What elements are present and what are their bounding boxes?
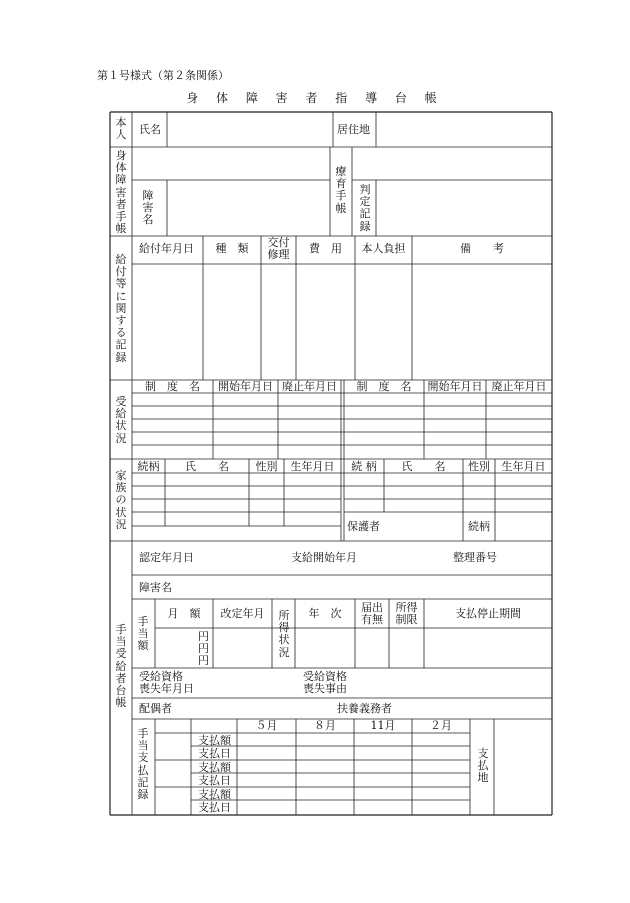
guardian-label: 保護者 [347, 520, 380, 533]
benefit-type-header: 種 類 [215, 242, 249, 255]
section-family: 家族の状況 [115, 469, 127, 531]
row-pay-amount-2: 支払額 [198, 761, 231, 774]
yen-unit-2: 円 [198, 642, 209, 655]
monthly-amount-header: 月 額 [167, 607, 201, 620]
year-header: 年 次 [308, 607, 342, 620]
guardian-relation-label: 続柄 [468, 520, 490, 533]
judgment-label: 判定記録 [359, 183, 371, 233]
section-handbook: 身体障害者手帳 [115, 149, 127, 236]
pay-place-label: 支払地 [477, 747, 489, 785]
benefit-cost-header: 費 用 [309, 242, 342, 255]
name-label: 氏名 [139, 123, 161, 136]
stop-period-header: 支払停止期間 [455, 607, 521, 620]
address-label: 居住地 [337, 123, 370, 136]
yen-unit-1: 円 [198, 630, 209, 643]
page-title: 身 体 障 害 者 指 導 台 帳 [186, 91, 444, 105]
payment-record-label: 手当支払記録 [137, 727, 149, 802]
benefit-self-pay-header: 本人負担 [361, 242, 406, 255]
name-header-2: 氏 名 [401, 460, 446, 473]
end-date-header-2: 廃止年月日 [491, 380, 547, 393]
spouse-label: 配偶者 [139, 702, 172, 715]
benefit-remarks-header: 備 考 [460, 242, 504, 255]
section-allowance: 手当受給者台帳 [115, 623, 127, 710]
yen-unit-3: 円 [198, 654, 209, 667]
benefit-repair-header: 修理 [267, 248, 290, 261]
income-limit-header-1: 所得 [395, 601, 418, 614]
section-receipt: 受給状況 [115, 395, 127, 445]
disability-name-label: 障害名 [142, 189, 154, 227]
revision-header: 改定年月 [220, 607, 265, 620]
row-pay-amount-1: 支払額 [198, 734, 231, 747]
row-pay-date-1: 支払日 [198, 747, 231, 760]
relation-header-1: 続柄 [137, 460, 160, 473]
benefit-date-header: 給付年月日 [139, 242, 194, 255]
birth-header-2: 生年月日 [501, 460, 546, 473]
row-pay-date-3: 支払日 [198, 801, 231, 814]
row-pay-amount-3: 支払額 [198, 788, 231, 801]
name-header-1: 氏 名 [185, 460, 229, 473]
relation-header-2: 続 柄 [351, 460, 377, 473]
loss-date-label: 喪失年月日 [139, 682, 194, 695]
row-pay-date-2: 支払日 [198, 774, 231, 787]
form-number: 第１号様式（第２条関係） [97, 69, 229, 82]
allowance-disability-label: 障害名 [139, 581, 172, 594]
start-date-header-2: 開始年月日 [427, 380, 483, 393]
ryoiku-label: 療育手帳 [335, 165, 347, 215]
end-date-header-1: 廃止年月日 [282, 380, 337, 393]
start-month-label: 支給開始年月 [291, 551, 357, 564]
system-name-header-1: 制 度 名 [145, 380, 200, 393]
loss-reason-label: 喪失事由 [303, 682, 347, 695]
notice-header-1: 届出 [361, 601, 383, 614]
start-date-header-1: 開始年月日 [218, 380, 273, 393]
month-feb: ２月 [430, 719, 452, 732]
allowance-amount-label: 手当額 [137, 615, 149, 653]
cert-date-label: 認定年月日 [139, 551, 194, 564]
income-limit-header-2: 制限 [395, 613, 418, 626]
system-name-header-2: 制 度 名 [356, 380, 412, 393]
eligibility-label-1: 受給資格 [139, 670, 183, 683]
dependent-label: 扶養義務者 [337, 702, 392, 715]
income-status-header: 所得状況 [278, 609, 290, 659]
ref-number-label: 整理番号 [453, 551, 497, 564]
section-person: 本人 [115, 116, 127, 142]
section-benefits: 給付等に関する記録 [115, 253, 127, 364]
eligibility-label-2: 受給資格 [303, 670, 347, 683]
month-aug: ８月 [314, 719, 336, 732]
birth-header-1: 生年月日 [290, 460, 335, 473]
month-nov: 11月 [370, 719, 396, 732]
notice-header-2: 有無 [361, 613, 383, 626]
month-may: ５月 [255, 719, 278, 732]
sex-header-2: 性別 [468, 460, 490, 473]
benefit-issue-header: 交付 [267, 236, 290, 249]
sex-header-1: 性別 [255, 460, 278, 473]
